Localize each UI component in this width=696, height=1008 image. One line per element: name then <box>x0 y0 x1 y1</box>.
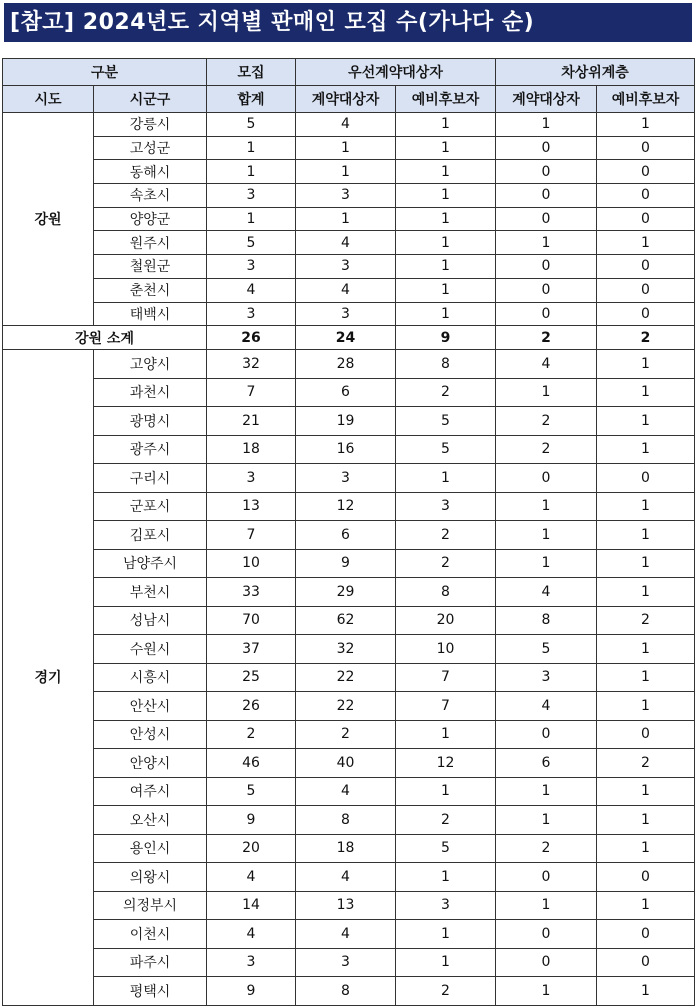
value-cell: 4 <box>296 863 396 892</box>
value-cell: 3 <box>296 255 396 279</box>
value-cell: 1 <box>396 720 496 749</box>
value-cell: 0 <box>597 464 695 493</box>
value-cell: 37 <box>207 635 296 664</box>
city-cell: 구리시 <box>94 464 207 493</box>
value-cell: 1 <box>597 692 695 721</box>
value-cell: 1 <box>296 136 396 160</box>
subtotal-value: 26 <box>207 326 296 350</box>
city-cell: 양양군 <box>94 207 207 231</box>
table-row <box>3 464 695 493</box>
value-cell: 1 <box>496 521 597 550</box>
value-cell: 4 <box>207 278 296 302</box>
value-cell: 3 <box>496 663 597 692</box>
value-cell: 1 <box>396 920 496 949</box>
value-cell: 2 <box>597 606 695 635</box>
value-cell: 1 <box>207 207 296 231</box>
value-cell: 10 <box>396 635 496 664</box>
value-cell: 1 <box>396 207 496 231</box>
value-cell: 16 <box>296 435 396 464</box>
city-cell: 평택시 <box>94 977 207 1006</box>
recruitment-table <box>2 58 695 1006</box>
value-cell: 2 <box>396 378 496 407</box>
value-cell: 4 <box>207 920 296 949</box>
value-cell: 8 <box>296 977 396 1006</box>
value-cell: 32 <box>296 635 396 664</box>
value-cell: 62 <box>296 606 396 635</box>
value-cell: 28 <box>296 350 396 379</box>
value-cell: 22 <box>296 663 396 692</box>
header-group: 구분 <box>3 59 207 86</box>
subtotal-value: 24 <box>296 326 396 350</box>
table-row <box>3 278 695 302</box>
header-row-1 <box>3 59 695 86</box>
table-row <box>3 435 695 464</box>
table-row <box>3 891 695 920</box>
value-cell: 2 <box>207 720 296 749</box>
value-cell: 9 <box>207 806 296 835</box>
value-cell: 20 <box>207 834 296 863</box>
table-row <box>3 920 695 949</box>
city-cell: 용인시 <box>94 834 207 863</box>
value-cell: 1 <box>597 549 695 578</box>
table-row <box>3 378 695 407</box>
table-row <box>3 113 695 137</box>
page-title: [참고] 2024년도 지역별 판매인 모집 수(가나다 순) <box>4 3 692 42</box>
value-cell: 0 <box>597 160 695 184</box>
value-cell: 1 <box>496 231 597 255</box>
value-cell: 3 <box>296 184 396 208</box>
value-cell: 12 <box>396 749 496 778</box>
subtotal-value: 2 <box>597 326 695 350</box>
value-cell: 2 <box>396 521 496 550</box>
city-cell: 고성군 <box>94 136 207 160</box>
value-cell: 12 <box>296 492 396 521</box>
value-cell: 46 <box>207 749 296 778</box>
table-row <box>3 777 695 806</box>
value-cell: 0 <box>597 255 695 279</box>
value-cell: 1 <box>496 549 597 578</box>
value-cell: 14 <box>207 891 296 920</box>
value-cell: 1 <box>597 435 695 464</box>
value-cell: 0 <box>496 920 597 949</box>
value-cell: 7 <box>396 692 496 721</box>
value-cell: 0 <box>597 863 695 892</box>
city-cell: 태백시 <box>94 302 207 326</box>
city-cell: 김포시 <box>94 521 207 550</box>
value-cell: 6 <box>296 521 396 550</box>
city-cell: 파주시 <box>94 948 207 977</box>
value-cell: 0 <box>496 136 597 160</box>
value-cell: 0 <box>496 160 597 184</box>
city-cell: 광주시 <box>94 435 207 464</box>
city-cell: 안산시 <box>94 692 207 721</box>
value-cell: 0 <box>597 278 695 302</box>
header-sigungu: 시군구 <box>94 86 207 113</box>
value-cell: 1 <box>597 407 695 436</box>
city-cell: 남양주시 <box>94 549 207 578</box>
value-cell: 26 <box>207 692 296 721</box>
value-cell: 1 <box>207 160 296 184</box>
subtotal-row <box>3 326 695 350</box>
table-row <box>3 692 695 721</box>
city-cell: 여주시 <box>94 777 207 806</box>
value-cell: 3 <box>396 492 496 521</box>
value-cell: 2 <box>597 749 695 778</box>
value-cell: 2 <box>396 806 496 835</box>
value-cell: 1 <box>396 160 496 184</box>
value-cell: 1 <box>597 806 695 835</box>
value-cell: 0 <box>597 720 695 749</box>
table-row <box>3 720 695 749</box>
city-cell: 오산시 <box>94 806 207 835</box>
value-cell: 18 <box>207 435 296 464</box>
value-cell: 0 <box>496 948 597 977</box>
value-cell: 1 <box>597 231 695 255</box>
value-cell: 1 <box>296 160 396 184</box>
value-cell: 2 <box>396 549 496 578</box>
value-cell: 0 <box>597 207 695 231</box>
header-reserve: 예비후보자 <box>396 86 496 113</box>
value-cell: 7 <box>207 521 296 550</box>
value-cell: 1 <box>496 492 597 521</box>
city-cell: 동해시 <box>94 160 207 184</box>
value-cell: 13 <box>296 891 396 920</box>
value-cell: 21 <box>207 407 296 436</box>
city-cell: 과천시 <box>94 378 207 407</box>
header-priority: 우선계약대상자 <box>296 59 496 86</box>
table-row <box>3 350 695 379</box>
table-row <box>3 184 695 208</box>
value-cell: 4 <box>296 777 396 806</box>
value-cell: 5 <box>207 777 296 806</box>
city-cell: 이천시 <box>94 920 207 949</box>
value-cell: 1 <box>396 231 496 255</box>
value-cell: 40 <box>296 749 396 778</box>
table-row <box>3 521 695 550</box>
city-cell: 부천시 <box>94 578 207 607</box>
value-cell: 1 <box>597 977 695 1006</box>
value-cell: 1 <box>597 113 695 137</box>
value-cell: 9 <box>296 549 396 578</box>
value-cell: 1 <box>597 635 695 664</box>
city-cell: 성남시 <box>94 606 207 635</box>
value-cell: 1 <box>396 136 496 160</box>
table-row <box>3 806 695 835</box>
value-cell: 1 <box>396 184 496 208</box>
value-cell: 4 <box>496 692 597 721</box>
header-sido: 시도 <box>3 86 94 113</box>
value-cell: 1 <box>396 777 496 806</box>
table-row <box>3 606 695 635</box>
value-cell: 0 <box>496 464 597 493</box>
value-cell: 70 <box>207 606 296 635</box>
value-cell: 32 <box>207 350 296 379</box>
city-cell: 춘천시 <box>94 278 207 302</box>
table-row <box>3 749 695 778</box>
value-cell: 0 <box>496 720 597 749</box>
city-cell: 원주시 <box>94 231 207 255</box>
value-cell: 1 <box>396 863 496 892</box>
region-cell: 경기 <box>3 350 94 1006</box>
header-row-2 <box>3 86 695 113</box>
city-cell: 안성시 <box>94 720 207 749</box>
value-cell: 5 <box>207 231 296 255</box>
table-row <box>3 663 695 692</box>
value-cell: 1 <box>597 578 695 607</box>
value-cell: 10 <box>207 549 296 578</box>
value-cell: 1 <box>396 278 496 302</box>
value-cell: 19 <box>296 407 396 436</box>
table-row <box>3 549 695 578</box>
value-cell: 0 <box>597 136 695 160</box>
value-cell: 1 <box>496 113 597 137</box>
value-cell: 5 <box>396 435 496 464</box>
value-cell: 5 <box>396 407 496 436</box>
value-cell: 1 <box>396 948 496 977</box>
table-row <box>3 255 695 279</box>
table-body <box>3 113 695 1006</box>
value-cell: 29 <box>296 578 396 607</box>
value-cell: 8 <box>396 578 496 607</box>
table-row <box>3 492 695 521</box>
city-cell: 시흥시 <box>94 663 207 692</box>
value-cell: 4 <box>496 578 597 607</box>
table-row <box>3 407 695 436</box>
value-cell: 0 <box>496 207 597 231</box>
value-cell: 1 <box>597 492 695 521</box>
value-cell: 7 <box>207 378 296 407</box>
value-cell: 1 <box>396 113 496 137</box>
header-total: 합계 <box>207 86 296 113</box>
header-contract: 계약대상자 <box>296 86 396 113</box>
value-cell: 3 <box>207 184 296 208</box>
value-cell: 8 <box>296 806 396 835</box>
value-cell: 1 <box>207 136 296 160</box>
value-cell: 6 <box>296 378 396 407</box>
value-cell: 1 <box>496 777 597 806</box>
region-cell: 강원 <box>3 113 94 326</box>
value-cell: 1 <box>597 350 695 379</box>
table-row <box>3 578 695 607</box>
value-cell: 5 <box>496 635 597 664</box>
value-cell: 1 <box>296 207 396 231</box>
table-row <box>3 207 695 231</box>
value-cell: 0 <box>496 184 597 208</box>
value-cell: 0 <box>597 920 695 949</box>
subtotal-value: 9 <box>396 326 496 350</box>
header-contract-2: 계약대상자 <box>496 86 597 113</box>
value-cell: 1 <box>597 777 695 806</box>
value-cell: 3 <box>296 948 396 977</box>
value-cell: 1 <box>496 977 597 1006</box>
value-cell: 4 <box>296 113 396 137</box>
value-cell: 8 <box>496 606 597 635</box>
value-cell: 9 <box>207 977 296 1006</box>
value-cell: 2 <box>496 407 597 436</box>
value-cell: 1 <box>496 378 597 407</box>
value-cell: 13 <box>207 492 296 521</box>
city-cell: 군포시 <box>94 492 207 521</box>
value-cell: 4 <box>296 231 396 255</box>
table-row <box>3 302 695 326</box>
value-cell: 3 <box>296 302 396 326</box>
value-cell: 0 <box>496 302 597 326</box>
value-cell: 0 <box>597 302 695 326</box>
value-cell: 1 <box>396 302 496 326</box>
table-row <box>3 136 695 160</box>
city-cell: 강릉시 <box>94 113 207 137</box>
header-recruit: 모집 <box>207 59 296 86</box>
city-cell: 의정부시 <box>94 891 207 920</box>
value-cell: 6 <box>496 749 597 778</box>
value-cell: 2 <box>496 435 597 464</box>
city-cell: 속초시 <box>94 184 207 208</box>
header-reserve-2: 예비후보자 <box>597 86 695 113</box>
city-cell: 철원군 <box>94 255 207 279</box>
value-cell: 4 <box>496 350 597 379</box>
value-cell: 1 <box>597 378 695 407</box>
subtotal-label: 강원 소계 <box>3 326 207 350</box>
value-cell: 1 <box>597 521 695 550</box>
table-row <box>3 160 695 184</box>
value-cell: 1 <box>396 255 496 279</box>
value-cell: 2 <box>396 977 496 1006</box>
value-cell: 22 <box>296 692 396 721</box>
table-row <box>3 834 695 863</box>
value-cell: 3 <box>207 948 296 977</box>
table-row <box>3 863 695 892</box>
value-cell: 4 <box>207 863 296 892</box>
value-cell: 1 <box>496 806 597 835</box>
value-cell: 8 <box>396 350 496 379</box>
value-cell: 3 <box>207 464 296 493</box>
value-cell: 1 <box>597 891 695 920</box>
city-cell: 광명시 <box>94 407 207 436</box>
value-cell: 0 <box>496 863 597 892</box>
value-cell: 2 <box>496 834 597 863</box>
value-cell: 0 <box>597 948 695 977</box>
value-cell: 0 <box>496 278 597 302</box>
value-cell: 1 <box>496 891 597 920</box>
value-cell: 3 <box>207 255 296 279</box>
value-cell: 4 <box>296 920 396 949</box>
table-row <box>3 635 695 664</box>
subtotal-value: 2 <box>496 326 597 350</box>
value-cell: 5 <box>396 834 496 863</box>
table-row <box>3 231 695 255</box>
value-cell: 3 <box>207 302 296 326</box>
value-cell: 3 <box>396 891 496 920</box>
value-cell: 5 <box>207 113 296 137</box>
value-cell: 7 <box>396 663 496 692</box>
value-cell: 0 <box>597 184 695 208</box>
header-next-tier: 차상위계층 <box>496 59 695 86</box>
value-cell: 3 <box>296 464 396 493</box>
value-cell: 1 <box>396 464 496 493</box>
value-cell: 33 <box>207 578 296 607</box>
value-cell: 2 <box>296 720 396 749</box>
city-cell: 의왕시 <box>94 863 207 892</box>
value-cell: 1 <box>597 834 695 863</box>
value-cell: 25 <box>207 663 296 692</box>
value-cell: 0 <box>496 255 597 279</box>
value-cell: 4 <box>296 278 396 302</box>
table-row <box>3 948 695 977</box>
value-cell: 1 <box>597 663 695 692</box>
city-cell: 고양시 <box>94 350 207 379</box>
city-cell: 안양시 <box>94 749 207 778</box>
city-cell: 수원시 <box>94 635 207 664</box>
value-cell: 18 <box>296 834 396 863</box>
table-row <box>3 977 695 1006</box>
value-cell: 20 <box>396 606 496 635</box>
